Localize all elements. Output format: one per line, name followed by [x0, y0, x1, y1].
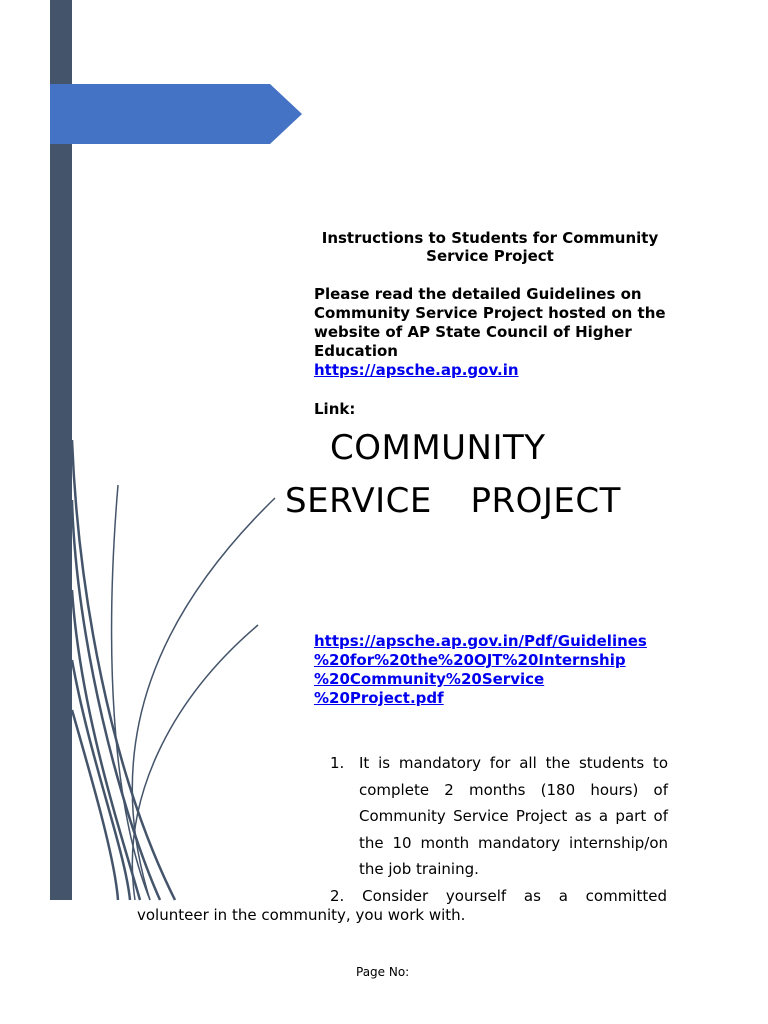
- intro-paragraph: [314, 285, 674, 380]
- list-text-line1: [137, 887, 667, 906]
- page-heading: Instructions to Students for Community Service Project: [321, 229, 659, 265]
- list-number: 1.: [330, 754, 345, 772]
- guidelines-link-block: [314, 632, 674, 708]
- list-text: Consider yourself as a committed: [362, 887, 667, 905]
- apsche-site-link[interactable]: https://apsche.ap.gov.in: [314, 361, 519, 379]
- title-line-2: SERVICE PROJECT: [285, 481, 621, 521]
- page-number-label: Page No:: [356, 965, 410, 979]
- title-line-1: COMMUNITY: [330, 428, 546, 468]
- intro-text: Please read the detailed Guidelines on Community Service Project hosted on the website of AP State Council of Higher Education: [314, 285, 666, 360]
- list-item: [137, 887, 667, 925]
- guidelines-link-line1: https://apsche.ap.gov.in/Pdf/Guidelines: [314, 632, 647, 650]
- decorative-curves: [0, 440, 300, 910]
- guidelines-link-line4: %20Project.pdf: [314, 689, 444, 707]
- list-number: 2.: [330, 887, 345, 905]
- list-item: [330, 750, 668, 883]
- guidelines-pdf-link[interactable]: [314, 632, 647, 707]
- list-text-line2: volunteer in the community, you work with.: [137, 906, 466, 924]
- list-text: It is mandatory for all the students to complete 2 months (180 hours) of Community Service Project as a part of the 10 month mandatory internship/on the job training.: [359, 754, 668, 878]
- guidelines-link-line3: %20Community%20Service: [314, 670, 545, 688]
- guidelines-link-line2: %20for%20the%20OJT%20Internship: [314, 651, 626, 669]
- arrow-banner: [50, 84, 302, 144]
- link-label: Link:: [314, 400, 356, 418]
